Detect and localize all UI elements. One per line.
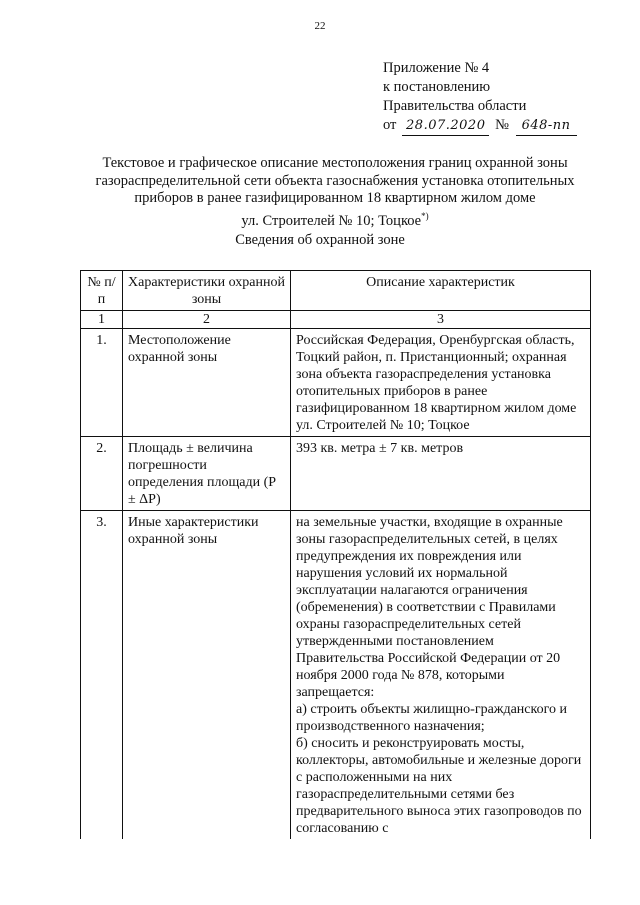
row-num: 2. bbox=[81, 437, 123, 511]
column-number: 1 bbox=[81, 311, 123, 329]
row-characteristic: Местоположение охранной зоны bbox=[123, 329, 291, 437]
header-num: № п/п bbox=[81, 271, 123, 311]
row-num: 3. bbox=[81, 511, 123, 840]
appendix-block bbox=[383, 59, 577, 136]
handwritten-date: 28.07.2020 bbox=[402, 116, 489, 136]
title-line-1: Текстовое и графическое описание местоположения границ охранной зоны bbox=[102, 155, 568, 171]
appendix-line-2: к постановлению bbox=[383, 79, 491, 95]
table-row bbox=[81, 511, 591, 840]
row-description bbox=[291, 511, 591, 840]
row-description-text: на земельные участки, входящие в охранные зоны газораспределительных сетей, в целях предупреждения их повреждения или нарушения условий их нормальной эксплуатации налагаются ограничения (обременения) в соответствии с Правилами охраны газораспределительных сетей утвержденными постановлением Правительства Российской Федерации от 20 ноября 2000 года № 878, которыми запрещается: bbox=[296, 515, 563, 700]
column-number: 2 bbox=[123, 311, 291, 329]
title-line-3: приборов в ранее газифицированном 18 квартирном жилом доме bbox=[134, 190, 536, 206]
row-description: 393 кв. метра ± 7 кв. метров bbox=[291, 437, 591, 511]
row-characteristic: Площадь ± величина погрешности определения площади (Р ± ΔР) bbox=[123, 437, 291, 511]
title-line-4 bbox=[60, 208, 610, 230]
row-num: 1. bbox=[81, 329, 123, 437]
appendix-line-1: Приложение № 4 bbox=[383, 60, 490, 76]
appendix-date-line bbox=[383, 116, 577, 136]
row-description: Российская Федерация, Оренбургская область, Тоцкий район, п. Пристанционный; охранная зона объекта газораспределения установка отопительных приборов в ранее газифицированном 18 квартирном жилом доме ул. Строителей № 10; Тоцкое bbox=[291, 329, 591, 437]
table-header-row bbox=[81, 271, 591, 311]
table-row bbox=[81, 437, 591, 511]
restriction-item-a: а) строить объекты жилищно-гражданского и производственного назначения; bbox=[296, 702, 567, 734]
header-characteristic: Характеристики охранной зоны bbox=[123, 271, 291, 311]
row-characteristic: Иные характеристики охранной зоны bbox=[123, 511, 291, 840]
restriction-item-b: б) сносить и реконструировать мосты, коллекторы, автомобильные и железные дороги с расположенными на них газораспределительными сетями без предварительного выноса этих газопроводов по согласованию с bbox=[296, 736, 582, 836]
appendix-line-3: Правительства области bbox=[383, 98, 527, 114]
protection-zone-table bbox=[80, 270, 591, 839]
header-description: Описание характеристик bbox=[291, 271, 591, 311]
footnote-mark: *) bbox=[421, 210, 429, 221]
number-sign: № bbox=[495, 117, 509, 133]
column-number: 3 bbox=[291, 311, 591, 329]
section-subtitle: Сведения об охранной зоне bbox=[235, 232, 405, 248]
handwritten-number: 648-пп bbox=[516, 116, 577, 136]
table-row bbox=[81, 329, 591, 437]
column-number-row bbox=[81, 311, 591, 329]
date-prefix: от bbox=[383, 117, 397, 133]
document-title bbox=[60, 155, 610, 230]
title-line-4-text: ул. Строителей № 10; Тоцкое bbox=[241, 212, 422, 229]
page-number: 22 bbox=[314, 20, 326, 32]
title-line-2: газораспределительной сети объекта газоснабжения установка отопительных bbox=[95, 172, 575, 189]
